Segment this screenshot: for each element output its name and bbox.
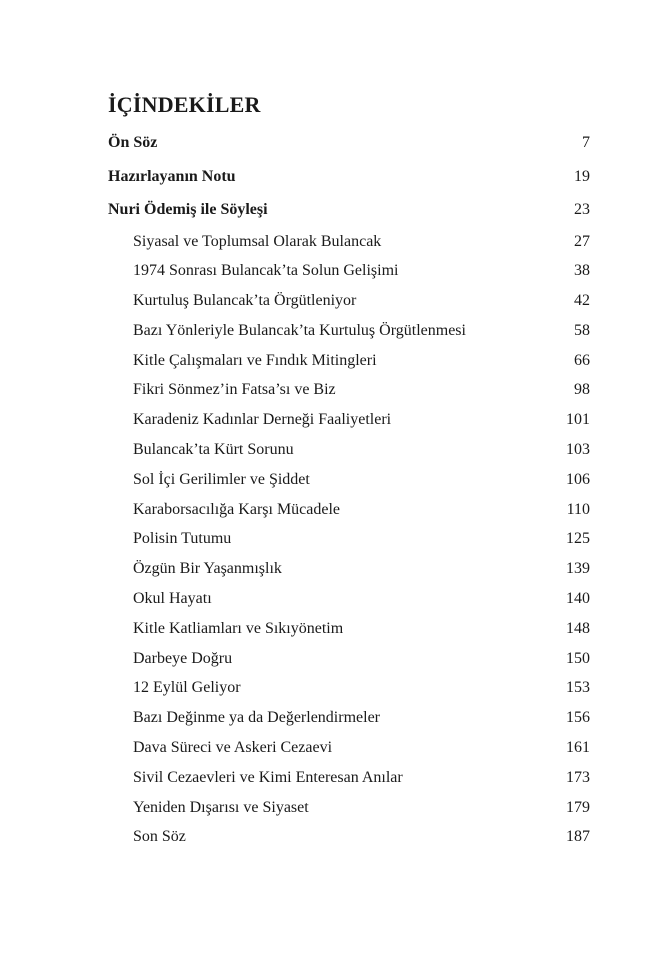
toc-entry-page: 179: [566, 798, 590, 816]
toc-entry-title: Darbeye Doğru: [133, 649, 233, 667]
toc-entry-title: 1974 Sonrası Bulancak’ta Solun Gelişimi: [133, 262, 399, 280]
toc-entry-page: 173: [566, 768, 590, 786]
toc-entry-title: Kitle Çalışmaları ve Fındık Mitingleri: [133, 351, 377, 369]
toc-entry-title: Yeniden Dışarısı ve Siyaset: [133, 798, 309, 816]
toc-entry-title: Sivil Cezaevleri ve Kimi Enteresan Anılar: [133, 768, 403, 786]
toc-subentry: [108, 554, 590, 584]
toc-entry-page: 187: [566, 828, 590, 846]
toc-entry-page: 42: [574, 292, 590, 310]
toc-entry-page: 161: [566, 739, 590, 757]
toc-entry-title: Okul Hayatı: [133, 590, 212, 608]
toc-entry: [108, 160, 590, 194]
toc-subentry: [108, 524, 590, 554]
toc-entry: [108, 193, 590, 227]
toc-entry-title: Sol İçi Gerilimler ve Şiddet: [133, 470, 310, 488]
toc-entry-title: 12 Eylül Geliyor: [133, 679, 241, 697]
toc-subentry: [108, 227, 590, 257]
toc-subentry: [108, 286, 590, 316]
toc-subentry: [108, 256, 590, 286]
toc-entry-title: Kurtuluş Bulancak’ta Örgütleniyor: [133, 292, 357, 310]
toc-entry-page: 19: [574, 167, 590, 185]
toc-subentry: [108, 644, 590, 674]
toc-entry-page: 125: [566, 530, 590, 548]
toc-entry-title: Özgün Bir Yaşanmışlık: [133, 560, 282, 578]
toc-entry-page: 156: [566, 709, 590, 727]
toc-subentry: [108, 495, 590, 525]
toc-entry-page: 140: [566, 590, 590, 608]
toc-entry-page: 103: [566, 441, 590, 459]
toc-entry-title: Bazı Yönleriyle Bulancak’ta Kurtuluş Örgütlenmesi: [133, 321, 466, 339]
toc-entry-title: Hazırlayanın Notu: [108, 167, 236, 185]
toc-entry-page: 148: [566, 619, 590, 637]
toc-subentry: [108, 673, 590, 703]
toc-entry-title: Son Söz: [133, 828, 186, 846]
toc-entry-title: Nuri Ödemiş ile Söyleşi: [108, 201, 268, 218]
toc-subentry: [108, 763, 590, 793]
toc-entry-title: Bazı Değinme ya da Değerlendirmeler: [133, 709, 380, 727]
toc-subentry: [108, 435, 590, 465]
toc-subentry: [108, 405, 590, 435]
toc-entry-title: Dava Süreci ve Askeri Cezaevi: [133, 739, 333, 757]
toc-subentry: [108, 465, 590, 495]
toc-entry-title: Karaborsacılığa Karşı Mücadele: [133, 500, 341, 518]
toc-subentry: [108, 793, 590, 823]
toc-subentry: [108, 614, 590, 644]
toc-entry: [108, 126, 590, 160]
toc-entry-page: 58: [574, 321, 590, 339]
toc-entry-page: 23: [574, 201, 590, 218]
toc-entry-page: 7: [582, 134, 590, 151]
toc-entry-title: Karadeniz Kadınlar Derneği Faaliyetleri: [133, 411, 392, 429]
toc-subentry: [108, 584, 590, 614]
toc-entry-title: Bulancak’ta Kürt Sorunu: [133, 441, 294, 459]
toc-entry-page: 110: [566, 500, 590, 518]
toc-entry-page: 153: [566, 679, 590, 697]
toc-entry-title: Ön Söz: [108, 134, 158, 151]
toc-entry-page: 27: [574, 232, 590, 250]
toc-subentry: [108, 346, 590, 376]
toc-entry-page: 98: [574, 381, 590, 399]
toc-subentry: [108, 733, 590, 763]
toc-subentry: [108, 822, 590, 852]
toc-subentry: [108, 375, 590, 405]
toc-entry-title: Kitle Katliamları ve Sıkıyönetim: [133, 619, 344, 637]
toc-entry-title: Polisin Tutumu: [133, 530, 232, 548]
toc-entry-page: 139: [566, 560, 590, 578]
toc-subentry: [108, 316, 590, 346]
toc-entry-page: 66: [574, 351, 590, 369]
toc-entry-page: 101: [566, 411, 590, 429]
toc-list: [108, 126, 590, 852]
toc-entry-title: Siyasal ve Toplumsal Olarak Bulancak: [133, 232, 382, 250]
toc-entry-page: 106: [566, 470, 590, 488]
toc-entry-page: 38: [574, 262, 590, 280]
toc-entry-page: 150: [566, 649, 590, 667]
toc-entry-title: Fikri Sönmez’in Fatsa’sı ve Biz: [133, 381, 336, 399]
toc-heading: İÇİNDEKİLER: [108, 92, 261, 117]
toc-subentry: [108, 703, 590, 733]
